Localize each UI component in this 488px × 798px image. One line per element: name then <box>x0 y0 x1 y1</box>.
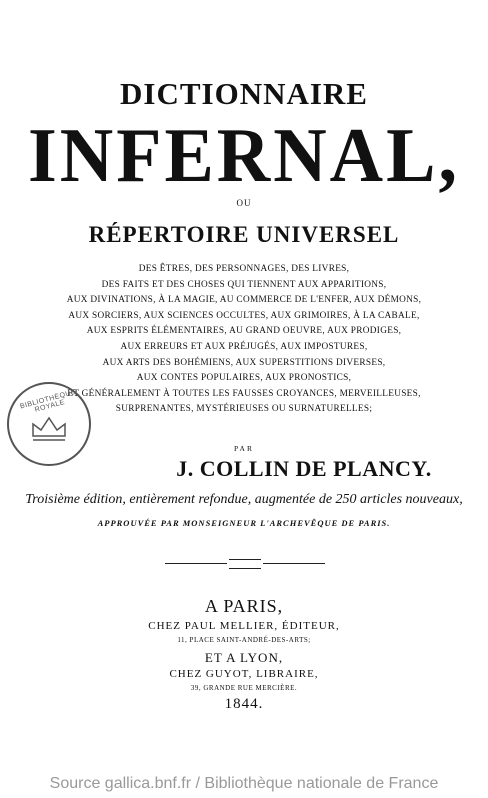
stamp-text: BIBLIOTHÈQUE ROYALE <box>19 388 77 414</box>
ornamental-rule <box>165 562 325 564</box>
imprint-address-lyon: 39, GRANDE RUE MERCIÈRE. <box>190 684 298 692</box>
title-conjunction: OU <box>236 198 252 208</box>
edition-note: Troisième édition, entièrement refondue, augmentée de 250 articles nouveaux, <box>25 492 463 507</box>
title-line-dictionnaire: DICTIONNAIRE <box>120 76 368 111</box>
subtitle-line: DES ÊTRES, DES PERSONNAGES, DES LIVRES, <box>138 264 350 274</box>
imprint-address-paris: 11, PLACE SAINT-ANDRÉ-DES-ARTS; <box>177 636 311 644</box>
imprint-year: 1844. <box>224 696 264 712</box>
subtitle-line: SURPRENANTES, MYSTÉRIEUSES OU SURNATURELLES; <box>115 404 373 415</box>
subtitle-line: AUX DIVINATIONS, À LA MAGIE, AU COMMERCE DE L'ENFER, AUX DÉMONS, <box>66 295 422 306</box>
subtitle-line: AUX ERREURS ET AUX PRÉJUGÉS, AUX IMPOSTURES, <box>120 341 368 352</box>
imprint-city-paris: A PARIS, <box>204 596 284 616</box>
imprint-publisher-lyon: CHEZ GUYOT, LIBRAIRE, <box>169 668 319 680</box>
approval-note: APPROUVÉE PAR MONSEIGNEUR L'ARCHEVÊQUE DE PARIS. <box>97 518 391 528</box>
subtitle-line: ET GÉNÉRALEMENT À TOUTES LES FAUSSES CROYANCES, MERVEILLEUSES, <box>67 388 421 399</box>
title-line-infernal: INFERNAL, <box>28 112 460 200</box>
imprint-city-lyon: ET A LYON, <box>204 650 284 665</box>
author-name: J. COLLIN DE PLANCY. <box>176 456 432 481</box>
rule-ornament-icon <box>229 559 261 569</box>
subtitle-line: AUX SORCIERS, AUX SCIENCES OCCULTES, AUX GRIMOIRES, À LA CABALE, <box>68 310 420 321</box>
by-label: PAR <box>234 444 254 453</box>
title-line-repertoire: RÉPERTOIRE UNIVERSEL <box>88 222 400 247</box>
imprint-publisher-paris: CHEZ PAUL MELLIER, ÉDITEUR, <box>148 620 340 632</box>
subtitle-line: AUX ESPRITS ÉLÉMENTAIRES, AU GRAND OEUVRE, AUX PRODIGES, <box>86 326 402 337</box>
source-footer: Source gallica.bnf.fr / Bibliothèque nationale de France <box>49 775 439 792</box>
library-stamp-icon <box>7 382 91 466</box>
subtitle-line: AUX CONTES POPULAIRES, AUX PRONOSTICS, <box>136 373 352 384</box>
subtitle-line: AUX ARTS DES BOHÉMIENS, AUX SUPERSTITIONS DIVERSES, <box>102 357 386 368</box>
subtitle-line: DES FAITS ET DES CHOSES QUI TIENNENT AUX APPARITIONS, <box>101 279 387 290</box>
rule-line-left <box>165 563 227 564</box>
rule-line-right <box>263 563 325 564</box>
